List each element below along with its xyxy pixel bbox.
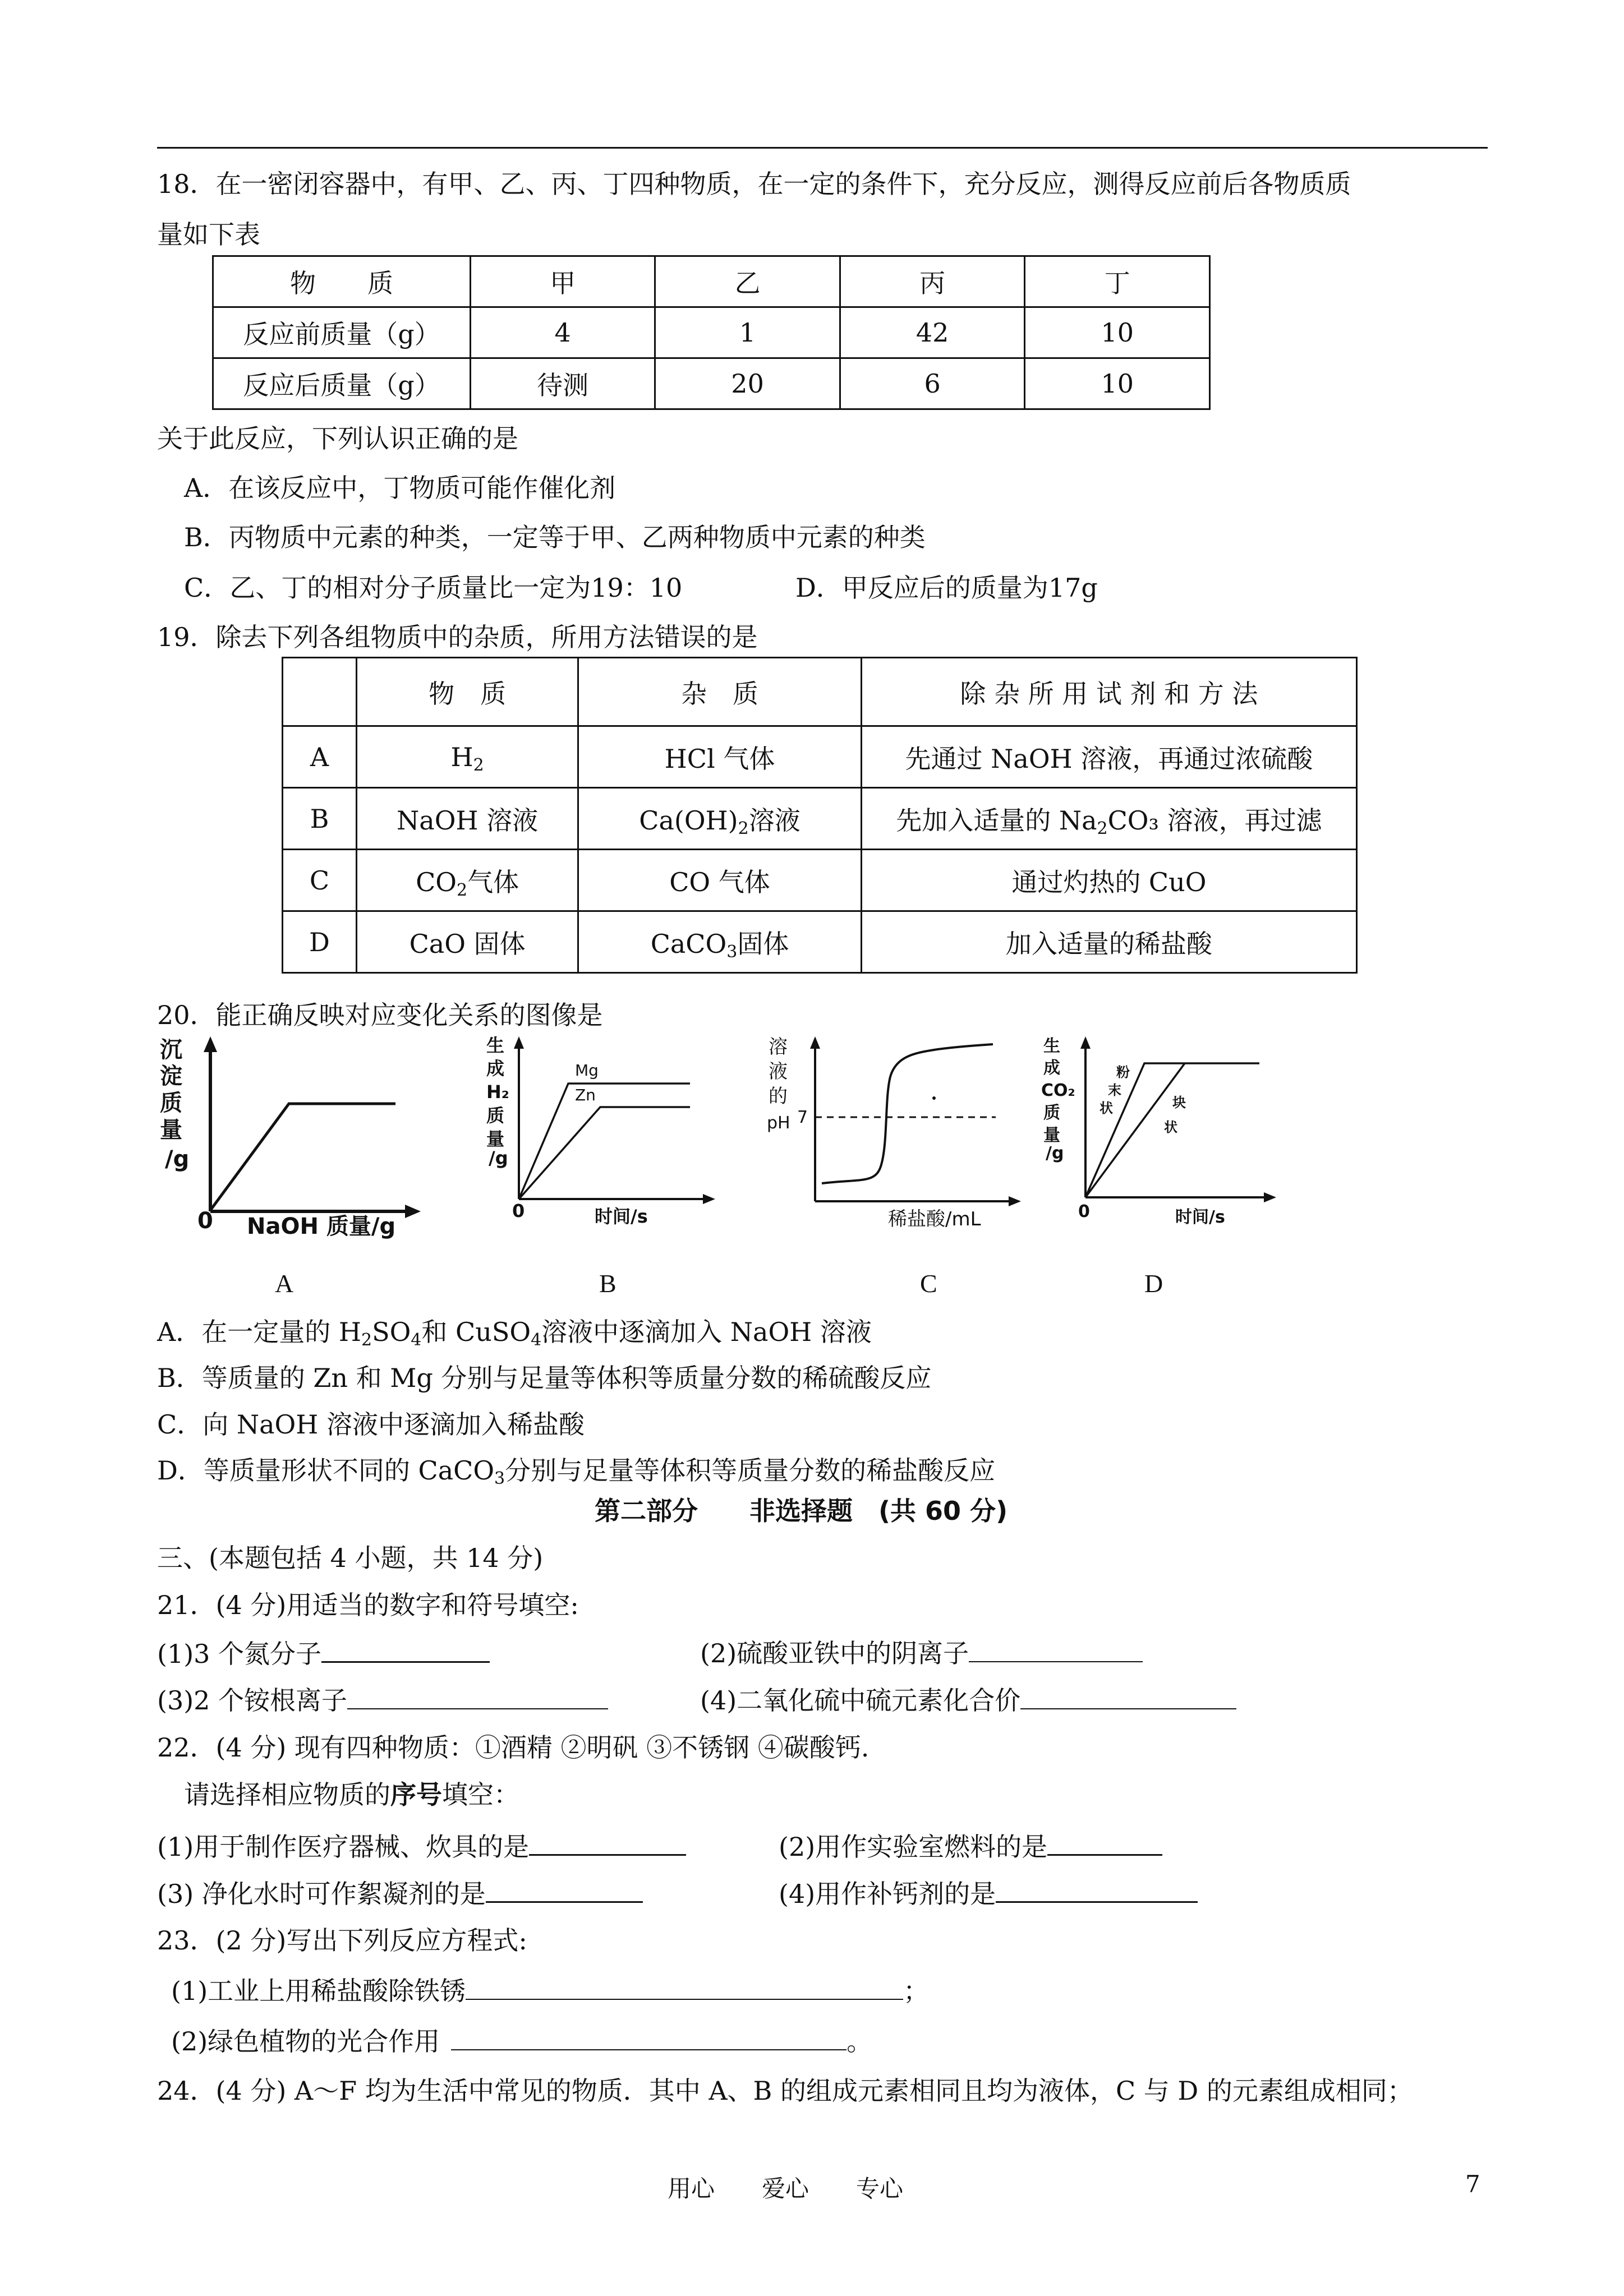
section3-heading: 三、(本题包括 4 小题，共 14 分) — [157, 1543, 544, 1573]
graph-c-dot — [932, 1096, 936, 1100]
table-cell: NaOH 溶液 — [356, 788, 578, 850]
graph-b-y-arrow — [514, 1036, 524, 1049]
q23-p2: (2)绿色植物的光合作用 。 — [171, 2025, 872, 2058]
graph-d-powder-label: 状 — [1099, 1100, 1113, 1116]
table-row — [213, 307, 1210, 358]
answer-blank[interactable] — [321, 1636, 490, 1663]
q19-table — [282, 657, 1358, 974]
graph-a-x-arrow — [405, 1205, 421, 1218]
graph-b-ylabel: H₂ — [486, 1081, 509, 1103]
graph-c-y-arrow — [810, 1036, 820, 1049]
table-cell: 6 — [840, 358, 1025, 409]
answer-blank[interactable] — [486, 1877, 643, 1903]
q18-option-d: D．甲反应后的质量为17g — [795, 573, 1098, 603]
graph-b — [474, 1032, 726, 1245]
graph-b-ylabel: 质 — [486, 1105, 505, 1126]
q18-option-a: A．在该反应中，丁物质可能作催化剂 — [184, 473, 616, 503]
q22-p2: (2)用作实验室燃料的是 — [779, 1829, 1162, 1864]
table-cell: 10 — [1025, 307, 1210, 358]
table-cell: 20 — [655, 358, 840, 409]
q21-p1: (1)3 个氮分子 — [157, 1636, 490, 1671]
graph-d-ylabel: 量 — [1043, 1126, 1060, 1145]
table-header-cell: 丁 — [1025, 256, 1210, 307]
graph-a-curve — [210, 1104, 395, 1210]
answer-blank[interactable] — [529, 1829, 686, 1856]
q23-p1: (1)工业上用稀盐酸除铁锈 ； — [171, 1974, 929, 2008]
footer-text: 用心 爱心 专心 — [668, 2175, 904, 2202]
answer-blank[interactable] — [466, 1974, 903, 2000]
table-cell: CaO 固体 — [356, 911, 578, 973]
answer-blank[interactable] — [1047, 1829, 1162, 1856]
q18-table — [212, 255, 1211, 410]
graph-b-mg-curve — [519, 1084, 690, 1199]
graph-a-ylabel: 沉 — [160, 1037, 182, 1063]
table-header-cell: 甲 — [470, 256, 655, 307]
graph-d-caption: D — [1144, 1269, 1163, 1298]
graph-d-powder-label: 末 — [1108, 1082, 1121, 1098]
graph-d-lump-label: 状 — [1164, 1119, 1177, 1135]
graph-b-ylabel: 生 — [486, 1035, 505, 1056]
q18-option-b: B．丙物质中元素的种类，一定等于甲、乙两种物质中元素的种类 — [184, 522, 926, 552]
table-cell: A — [283, 726, 357, 788]
graph-a-xlabel: NaOH 质量/g — [247, 1214, 396, 1239]
table-cell: B — [283, 788, 357, 850]
graph-c-seven: 7 — [797, 1108, 808, 1127]
graph-b-ylabel: 成 — [486, 1058, 505, 1079]
graph-b-mg-label: Mg — [575, 1061, 599, 1080]
graph-d-ylabel: 成 — [1043, 1058, 1060, 1078]
q21-title: 21．(4 分)用适当的数字和符号填空: — [157, 1590, 579, 1620]
table-cell: 通过灼热的 CuO — [861, 850, 1356, 911]
table-cell: 反应后质量（g） — [213, 358, 471, 409]
graph-b-ylabel: /g — [489, 1147, 508, 1169]
q18-option-c: C．乙、丁的相对分子质量比一定为19：10 — [184, 573, 683, 603]
graph-d — [1038, 1032, 1290, 1245]
table-cell: 1 — [655, 307, 840, 358]
table-cell: $Ca(OH)_2$溶液 — [578, 788, 862, 850]
q20-option-d: D．等质量形状不同的 CaCO$_3$分别与足量等体积等质量分数的稀盐酸反应 — [157, 1455, 996, 1488]
q22-hint: 请选择相应物质的序号填空： — [184, 1779, 519, 1810]
q20-title: 20．能正确反映对应变化关系的图像是 — [157, 1000, 603, 1030]
graph-d-origin: 0 — [1078, 1202, 1090, 1221]
table-cell: 42 — [840, 307, 1025, 358]
graph-b-zn-curve — [519, 1107, 690, 1199]
answer-blank[interactable] — [996, 1877, 1198, 1903]
table-cell: 10 — [1025, 358, 1210, 409]
graph-b-xlabel: 时间/s — [595, 1206, 648, 1227]
table-cell: 加入适量的稀盐酸 — [861, 911, 1356, 973]
graph-d-ylabel: 生 — [1043, 1036, 1060, 1056]
graph-c-xlabel: 稀盐酸/mL — [888, 1208, 981, 1230]
graph-d-ylabel: /g — [1046, 1144, 1064, 1163]
table-cell: HCl 气体 — [578, 726, 862, 788]
graph-b-caption: B — [599, 1269, 617, 1298]
graph-c — [766, 1032, 1029, 1245]
graph-a-origin: 0 — [197, 1208, 213, 1234]
graph-c-caption: C — [920, 1269, 937, 1298]
table-cell: 4 — [470, 307, 655, 358]
answer-blank[interactable] — [969, 1636, 1143, 1662]
q20-option-a: A．在一定量的 $H_2SO_4$和 CuSO$_4$溶液中逐滴加入 NaOH 溶液 — [157, 1317, 872, 1350]
q22-p1: (1)用于制作医疗器械、炊具的是 — [157, 1829, 686, 1864]
table-row — [283, 658, 1357, 726]
q20-option-c: C．向 NaOH 溶液中逐滴加入稀盐酸 — [157, 1409, 585, 1440]
table-row — [283, 788, 1357, 850]
graph-c-ylabel: 溶 — [769, 1036, 788, 1058]
table-row — [213, 256, 1210, 307]
graph-c-ylabel: pH — [767, 1113, 790, 1133]
answer-blank[interactable] — [1020, 1684, 1236, 1709]
q20-option-b: B．等质量的 Zn 和 Mg 分别与足量等体积等质量分数的稀硫酸反应 — [157, 1363, 932, 1393]
table-header-cell: 乙 — [655, 256, 840, 307]
table-row — [213, 358, 1210, 409]
q18-line1: 18．在一密闭容器中，有甲、乙、丙、丁四种物质，在一定的条件下，充分反应，测得反应前后各物质质 — [157, 169, 1351, 199]
table-header-cell: 物 质 — [356, 658, 578, 726]
graph-b-x-arrow — [703, 1194, 715, 1204]
answer-blank[interactable] — [451, 2025, 846, 2050]
q22-p4: (4)用作补钙剂的是 — [779, 1877, 1198, 1911]
table-header-cell: 丙 — [840, 256, 1025, 307]
graph-a-ylabel: /g — [165, 1146, 190, 1172]
graph-a-caption: A — [275, 1269, 294, 1298]
table-cell: C — [283, 850, 357, 911]
table-cell: CaCO$_3$固体 — [578, 911, 862, 973]
graph-a-ylabel: 淀 — [160, 1063, 182, 1089]
table-cell: 先加入适量的 $Na_2CO_3$ 溶液，再过滤 — [861, 788, 1356, 850]
table-cell: $H_2$ — [356, 726, 578, 788]
table-cell: D — [283, 911, 357, 973]
graph-d-lump-label: 块 — [1172, 1095, 1186, 1110]
table-header-cell: 除 杂 所 用 试 剂 和 方 法 — [861, 658, 1356, 726]
graph-c-x-arrow — [1009, 1196, 1021, 1206]
graph-c-ylabel: 液 — [769, 1061, 788, 1083]
table-cell: $CO_2$气体 — [356, 850, 578, 911]
page-number: 7 — [1465, 2170, 1480, 2198]
q24-line1: 24．(4 分) A～F 均为生活中常见的物质．其中 A、B 的组成元素相同且均为液体，C 与 D 的元素组成相同； — [157, 2076, 1413, 2106]
graph-b-ylabel: 量 — [486, 1128, 505, 1150]
q22-title: 22．(4 分) 现有四种物质：①酒精 ②明矾 ③不锈钢 ④碳酸钙. — [157, 1732, 869, 1763]
table-row — [283, 850, 1357, 911]
q19-title: 19．除去下列各组物质中的杂质，所用方法错误的是 — [157, 622, 758, 652]
graph-d-powder-label: 粉 — [1116, 1064, 1130, 1080]
q21-p3: (3)2 个铵根离子 — [157, 1684, 608, 1717]
q18-prompt: 关于此反应，下列认识正确的是 — [157, 423, 518, 454]
q21-p2: (2)硫酸亚铁中的阴离子 — [700, 1636, 1143, 1670]
table-cell: CO 气体 — [578, 850, 862, 911]
graph-b-origin: 0 — [512, 1200, 525, 1221]
graph-a-y-arrow — [204, 1036, 217, 1052]
graph-a — [157, 1032, 426, 1256]
table-cell: 先通过 NaOH 溶液，再通过浓硫酸 — [861, 726, 1356, 788]
q21-p4: (4)二氧化硫中硫元素化合价 — [700, 1684, 1236, 1717]
graph-c-curve — [822, 1044, 993, 1183]
graph-d-y-arrow — [1080, 1036, 1091, 1049]
answer-blank[interactable] — [347, 1684, 608, 1709]
graph-a-ylabel: 量 — [160, 1117, 182, 1143]
graph-b-zn-label: Zn — [575, 1086, 596, 1104]
q18-line2: 量如下表 — [157, 219, 260, 250]
graph-d-ylabel: CO₂ — [1041, 1081, 1075, 1100]
graph-d-xlabel: 时间/s — [1175, 1207, 1225, 1227]
table-cell: 反应前质量（g） — [213, 307, 471, 358]
part2-heading: 第二部分 非选择题 (共 60 分) — [595, 1496, 1008, 1526]
q23-title: 23．(2 分)写出下列反应方程式: — [157, 1925, 527, 1956]
table-row — [283, 911, 1357, 973]
graph-a-ylabel: 质 — [160, 1090, 182, 1116]
header-rule — [157, 147, 1488, 149]
table-header-cell — [283, 658, 357, 726]
table-cell: 待测 — [470, 358, 655, 409]
table-row — [283, 726, 1357, 788]
table-header-cell: 杂 质 — [578, 658, 862, 726]
table-header-cell: 物 质 — [213, 256, 471, 307]
graph-c-ylabel: 的 — [769, 1085, 788, 1108]
graph-d-x-arrow — [1264, 1192, 1276, 1202]
q22-p3: (3) 净化水时可作絮凝剂的是 — [157, 1877, 643, 1911]
graph-d-ylabel: 质 — [1043, 1103, 1060, 1123]
